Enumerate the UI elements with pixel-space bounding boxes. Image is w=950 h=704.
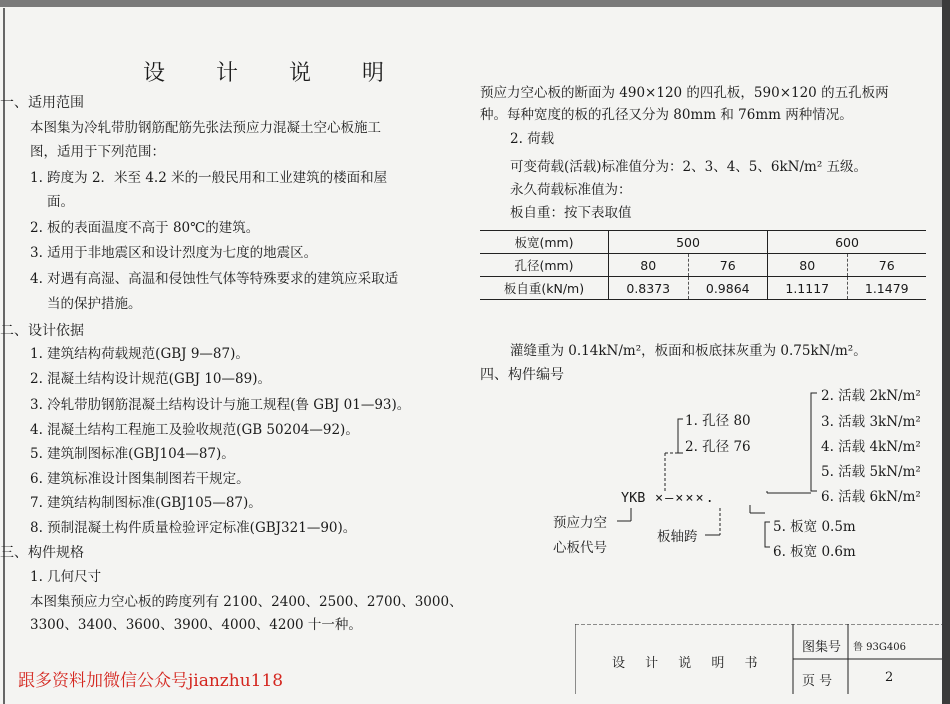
r-dead-load: 永久荷载标准值为： (510, 182, 632, 198)
table-cell: 80 (609, 254, 689, 277)
s2-item: 6. 建筑标准设计图集制图若干规定。 (30, 471, 250, 487)
table-cell: 76 (847, 254, 926, 277)
table-cell: 0.9864 (688, 277, 768, 300)
table-cell: 1.1479 (847, 277, 926, 300)
s1-item-3: 3. 适用于非地震区和设计烈度为七度的地震区。 (30, 245, 318, 261)
s2-item: 2. 混凝土结构设计规范(GBJ 10—89)。 (30, 371, 271, 387)
s1-item-4: 4. 对遇有高湿、高温和侵蚀性气体等特殊要求的建筑应采取适 (30, 271, 399, 287)
table-header-cell: 板宽(mm) (480, 231, 609, 254)
s1-item-1-cont: 面。 (47, 194, 74, 210)
section-1-title: 一、适用范围 (0, 95, 84, 111)
table-cell: 80 (768, 254, 848, 277)
load-option: 2. 活载 2kN/m² (821, 388, 921, 404)
page-label: 页 号 (802, 674, 833, 689)
table-cell: 0.8373 (609, 277, 689, 300)
s2-item: 4. 混凝土结构工程施工及验收规范(GB 50204—92)。 (30, 422, 359, 438)
member-code-sequence: ×—×××. (655, 490, 716, 506)
r-live-load: 可变荷载(活载)标准值分为：2、3、4、5、6kN/m² 五级。 (510, 159, 868, 175)
s3-para-cont: 3300、3400、3600、3900、4000、4200 十一种。 (30, 617, 362, 633)
span-label: 板轴跨 (657, 529, 698, 545)
section-3-title: 三、构件规格 (0, 545, 84, 561)
s3-sub: 1. 几何尺寸 (30, 569, 102, 585)
left-border (3, 8, 5, 704)
load-option: 6. 活载 6kN/m² (821, 489, 921, 505)
member-code: YKB (621, 490, 646, 506)
load-option: 3. 活载 3kN/m² (821, 414, 921, 430)
s2-item: 3. 冷轧带肋钢筋混凝土结构设计与施工规程(鲁 GBJ 01—93)。 (30, 397, 411, 413)
section-2-title: 二、设计依据 (0, 323, 84, 339)
table-cell: 1.1117 (768, 277, 848, 300)
r-para-cont: 种。每种宽度的板的孔径又分为 80mm 和 76mm 两种情况。 (480, 107, 853, 123)
section-4-title: 四、构件编号 (480, 367, 564, 383)
s1-item-2: 2. 板的表面温度不高于 80℃的建筑。 (30, 220, 260, 236)
r-sub-load: 2. 荷载 (510, 131, 555, 147)
r-self-weight: 板自重：按下表取值 (510, 205, 632, 221)
s1-item-1: 1. 跨度为 2．米至 4.2 米的一般民用和工业建筑的楼面和屋 (30, 170, 388, 186)
hole-option: 1. 孔径 80 (685, 413, 751, 429)
code-label: 预应力空 (553, 515, 607, 531)
page-title: 设 计 说 明 (143, 61, 406, 86)
s2-item: 8. 预制混凝土构件质量检验评定标准(GBJ321—90)。 (30, 520, 357, 536)
width-option: 5. 板宽 0.5m (773, 519, 856, 535)
r-grout-weight: 灌缝重为 0.14kN/m²，板面和板底抹灰重为 0.75kN/m²。 (510, 343, 867, 359)
right-border (942, 0, 950, 704)
s2-item: 1. 建筑结构荷载规范(GBJ 9—87)。 (30, 346, 249, 362)
table-header-cell: 500 (609, 231, 768, 254)
watermark-text: 跟多资料加微信公众号jianzhu118 (18, 671, 284, 691)
self-weight-table (480, 230, 926, 300)
table-row-label: 孔径(mm) (480, 254, 609, 277)
table-cell: 76 (688, 254, 768, 277)
s3-para: 本图集预应力空心板的跨度列有 2100、2400、2500、2700、3000、 (30, 594, 463, 610)
load-option: 4. 活载 4kN/m² (821, 439, 921, 455)
s1-para: 本图集为冷轧带肋钢筋配筋先张法预应力混凝土空心板施工 (30, 120, 381, 136)
s1-item-4-cont: 当的保护措施。 (47, 296, 142, 312)
page-number: 2 (885, 670, 894, 685)
s2-item: 5. 建筑制图标准(GBJ104—87)。 (30, 446, 235, 462)
atlas-label: 图集号 (802, 640, 842, 655)
table-header-cell: 600 (768, 231, 927, 254)
r-para: 预应力空心板的断面为 490×120 的四孔板，590×120 的五孔板两 (480, 85, 889, 101)
atlas-value: 鲁 93G406 (853, 642, 906, 653)
s1-para-cont: 图，适用于下列范围： (30, 144, 165, 160)
table-row-label: 板自重(kN/m) (480, 277, 609, 300)
doc-name: 设 计 说 明 书 (612, 656, 766, 671)
width-option: 6. 板宽 0.6m (773, 544, 856, 560)
hole-option: 2. 孔径 76 (685, 439, 751, 455)
top-border (0, 0, 950, 7)
code-label-cont: 心板代号 (553, 540, 607, 556)
load-option: 5. 活载 5kN/m² (821, 464, 921, 480)
s2-item: 7. 建筑结构制图标准(GBJ105—87)。 (30, 495, 262, 511)
